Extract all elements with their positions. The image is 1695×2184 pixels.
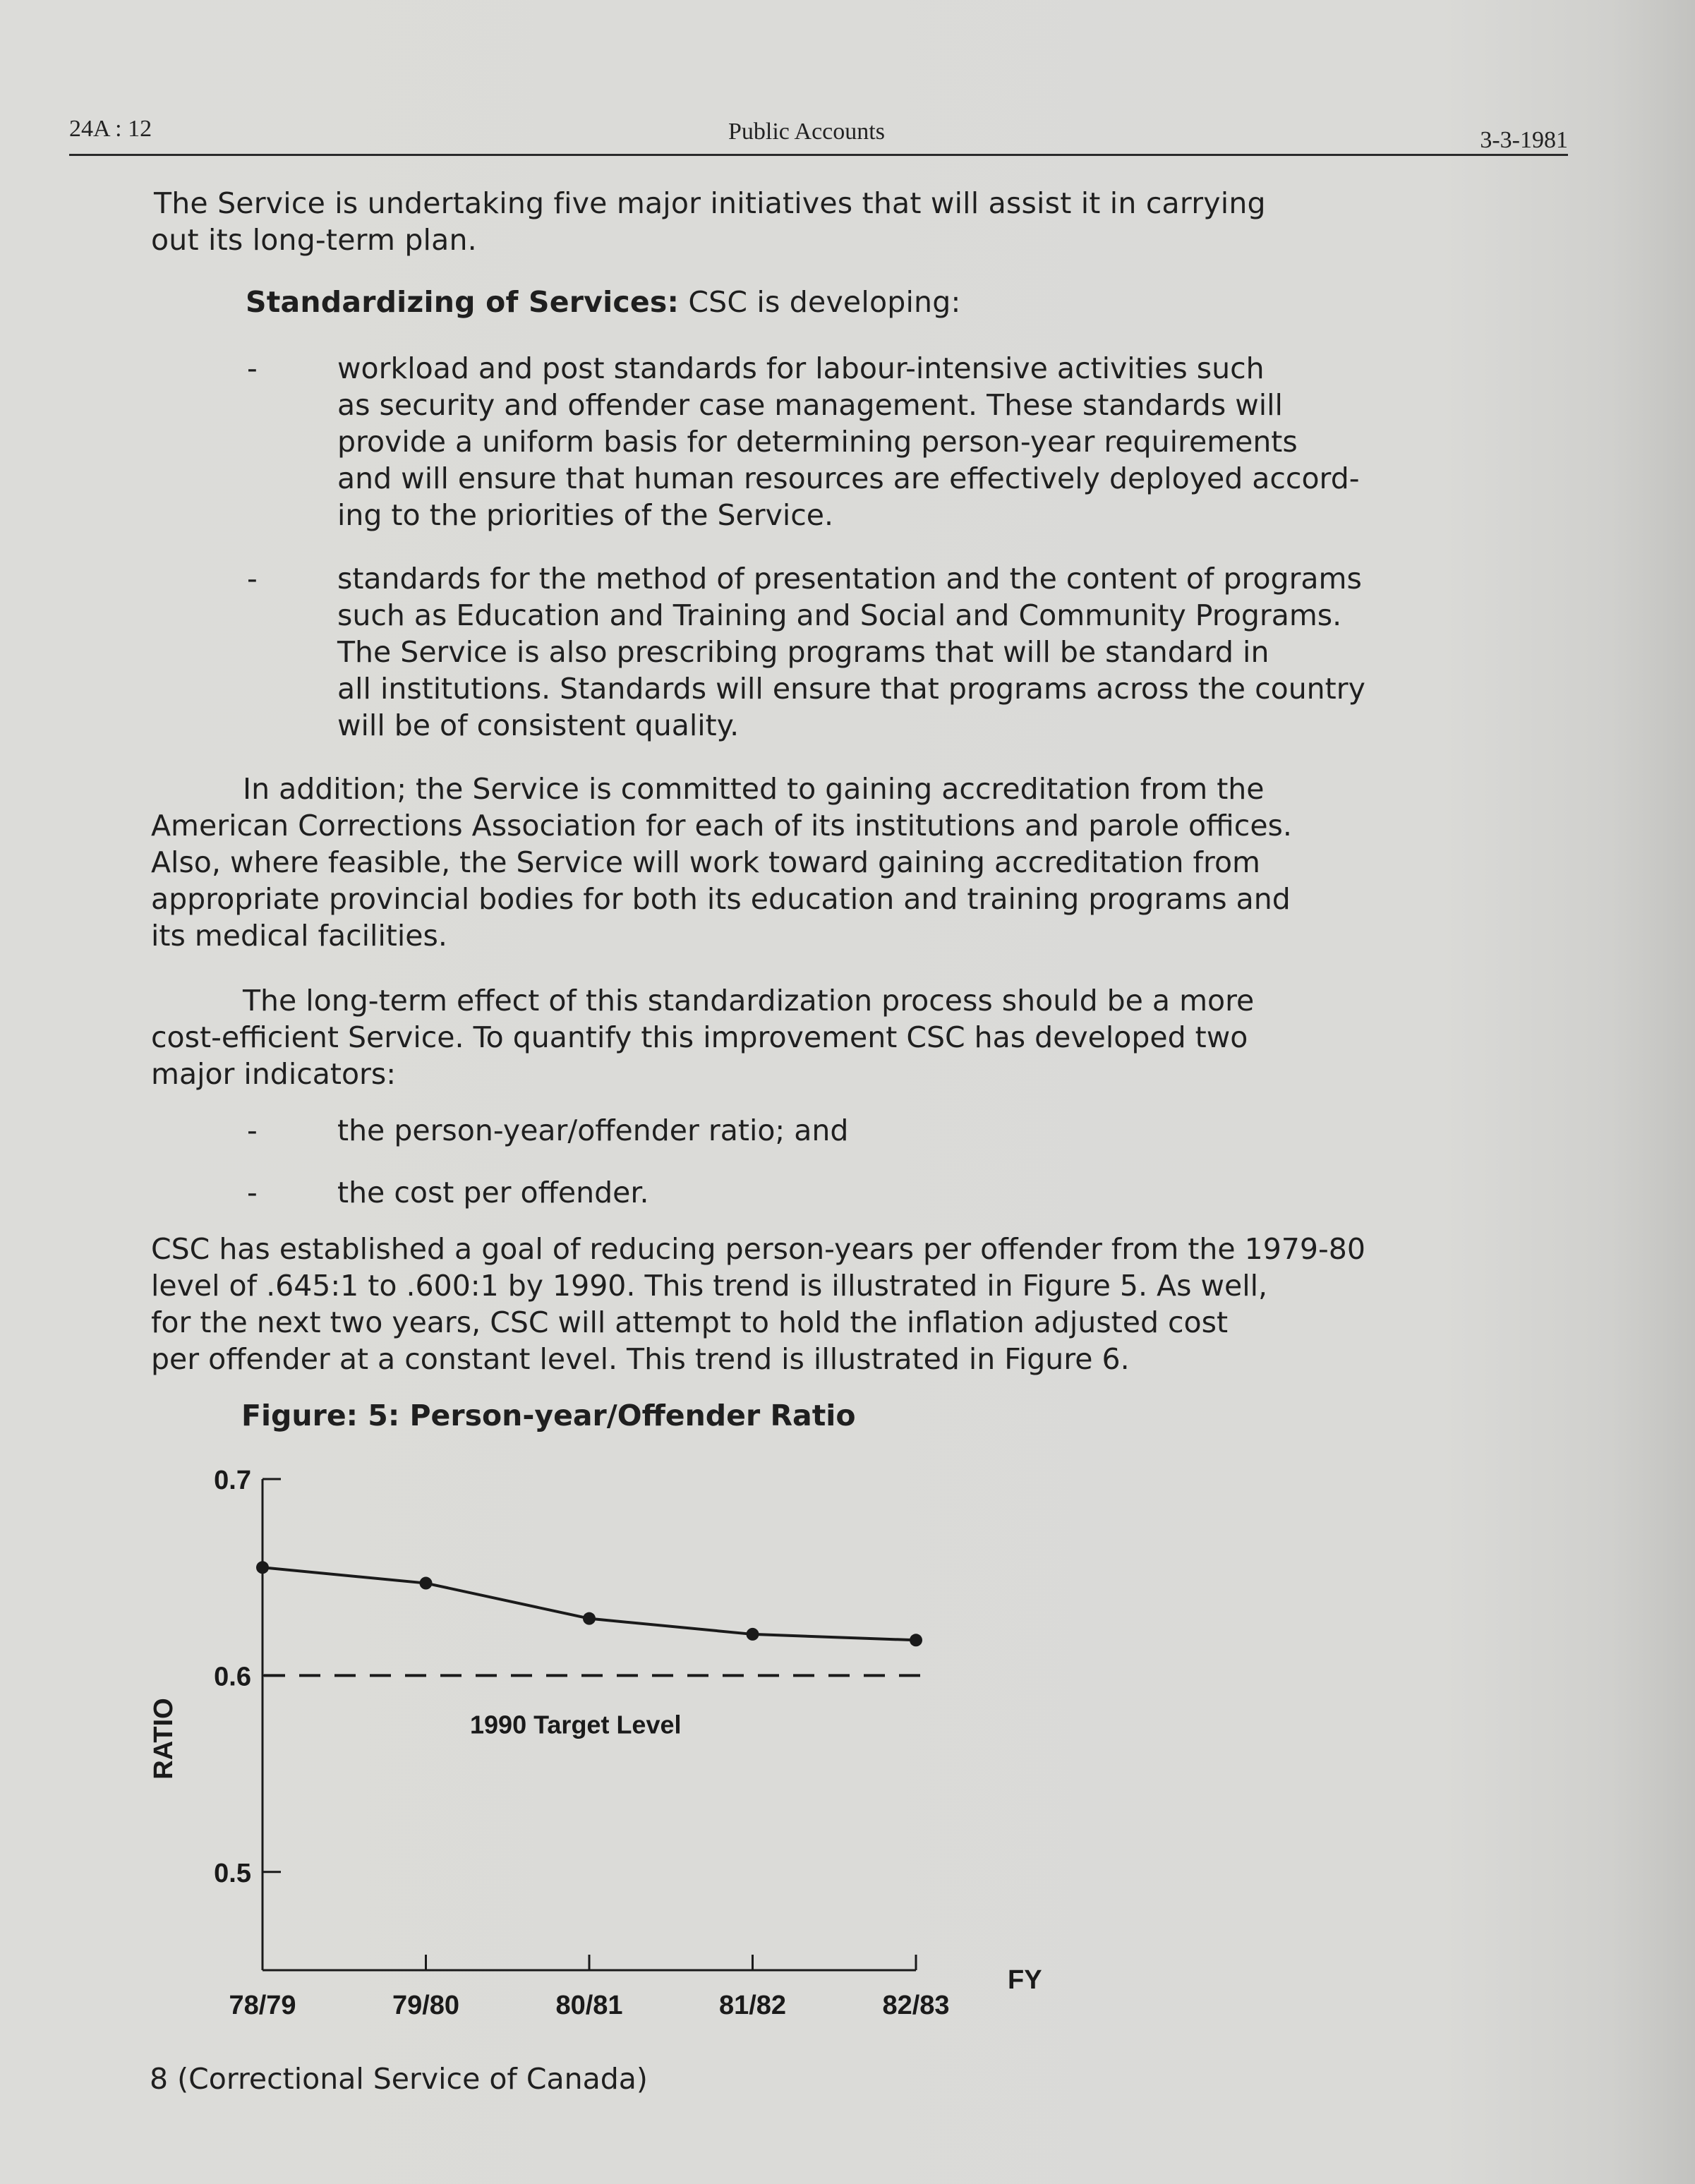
ratio-line-chart [127, 1454, 1115, 2032]
series-line [263, 1567, 916, 1640]
paragraph-line: The long-term effect of this standardization process should be a more [243, 984, 1255, 1018]
paragraph-line: appropriate provincial bodies for both its education and training programs and [151, 882, 1291, 916]
y-axis-label: RATIO [149, 1698, 179, 1780]
header-rule [69, 154, 1568, 156]
bullet-line: all institutions. Standards will ensure that programs across the country [337, 672, 1365, 706]
y-tick-label: 0.7 [214, 1466, 251, 1495]
paragraph-line: level of .645:1 to .600:1 by 1990. This trend is illustrated in Figure 5. As well, [151, 1269, 1268, 1303]
header-date: 3-3-1981 [1480, 127, 1568, 153]
paragraph-line: per offender at a constant level. This trend is illustrated in Figure 6. [151, 1342, 1130, 1376]
bullet-line: such as Education and Training and Social and Community Programs. [337, 598, 1342, 632]
y-tick-label: 0.5 [214, 1858, 251, 1888]
chart-root [149, 1466, 1042, 2020]
page-footer: 8 (Correctional Service of Canada) [150, 2062, 648, 2096]
header-page-number: 24A : 12 [69, 116, 152, 142]
bullet-line: ing to the priorities of the Service. [337, 498, 834, 532]
standardizing-heading-bold: Standardizing of Services: [246, 285, 680, 319]
bullet-text [337, 560, 1495, 744]
paragraph-line: its medical facilities. [151, 919, 447, 953]
x-tick-label: 81/82 [718, 1991, 787, 2020]
intro-paragraph [151, 185, 1558, 258]
paragraph-line: Also, where feasible, the Service will work toward gaining accreditation from [151, 845, 1260, 879]
bullet-line: The Service is also prescribing programs that will be standard in [337, 635, 1269, 669]
x-tick-label: 78/79 [229, 1991, 296, 2020]
bullet-line: will be of consistent quality. [337, 708, 740, 742]
accreditation-paragraph [151, 771, 1492, 954]
intro-line: The Service is undertaking five major initiatives that will assist it in carrying [154, 186, 1266, 220]
paragraph-line: In addition; the Service is committed to gaining accreditation from the [243, 772, 1265, 806]
bullet-line: and will ensure that human resources are effectively deployed accord- [337, 461, 1360, 495]
x-tick-label: 79/80 [392, 1991, 460, 2020]
header-title: Public Accounts [728, 119, 885, 145]
bullet-text [337, 350, 1495, 533]
paragraph-line: CSC has established a goal of reducing person-years per offender from the 1979-80 [151, 1232, 1365, 1266]
paragraph-line: major indicators: [151, 1057, 397, 1091]
intro-line: out its long-term plan. [151, 223, 477, 257]
bullet-dash: - [247, 351, 258, 385]
bullet-line: as security and offender case management. These standards will [337, 388, 1283, 422]
bullet-line: provide a uniform basis for determining person-year requirements [337, 425, 1298, 459]
x-axis-label: FY [1008, 1965, 1042, 1995]
longterm-paragraph [151, 982, 1492, 1092]
bullet-dash: - [247, 1176, 258, 1209]
goal-paragraph [151, 1231, 1492, 1377]
series-point [583, 1612, 596, 1625]
standardizing-heading [246, 284, 1445, 320]
series-point [910, 1634, 922, 1646]
series-point [256, 1561, 269, 1574]
paragraph-line: American Corrections Association for each of its institutions and parole offices. [151, 809, 1292, 843]
bullet-dash: - [247, 1114, 258, 1147]
x-tick-label: 80/81 [555, 1991, 623, 2020]
y-tick-label: 0.6 [214, 1662, 251, 1692]
series-point [747, 1628, 759, 1641]
target-label: 1990 Target Level [470, 1710, 682, 1739]
bullet-line: workload and post standards for labour-intensive activities such [337, 351, 1265, 385]
standardizing-lead: CSC is developing: [688, 285, 961, 319]
series-point [420, 1577, 433, 1590]
bullet-dash: - [247, 562, 258, 596]
paragraph-line: for the next two years, CSC will attempt to hold the inflation adjusted cost [151, 1305, 1229, 1339]
figure-title: Figure: 5: Person-year/Offender Ratio [241, 1399, 856, 1432]
indicator-text: the person-year/offender ratio; and [337, 1114, 849, 1147]
bullet-line: standards for the method of presentation and the content of programs [337, 562, 1362, 596]
indicator-text: the cost per offender. [337, 1176, 649, 1209]
x-tick-label: 82/83 [882, 1991, 950, 2020]
page-header [69, 113, 1568, 155]
paragraph-line: cost-efficient Service. To quantify this improvement CSC has developed two [151, 1020, 1248, 1054]
